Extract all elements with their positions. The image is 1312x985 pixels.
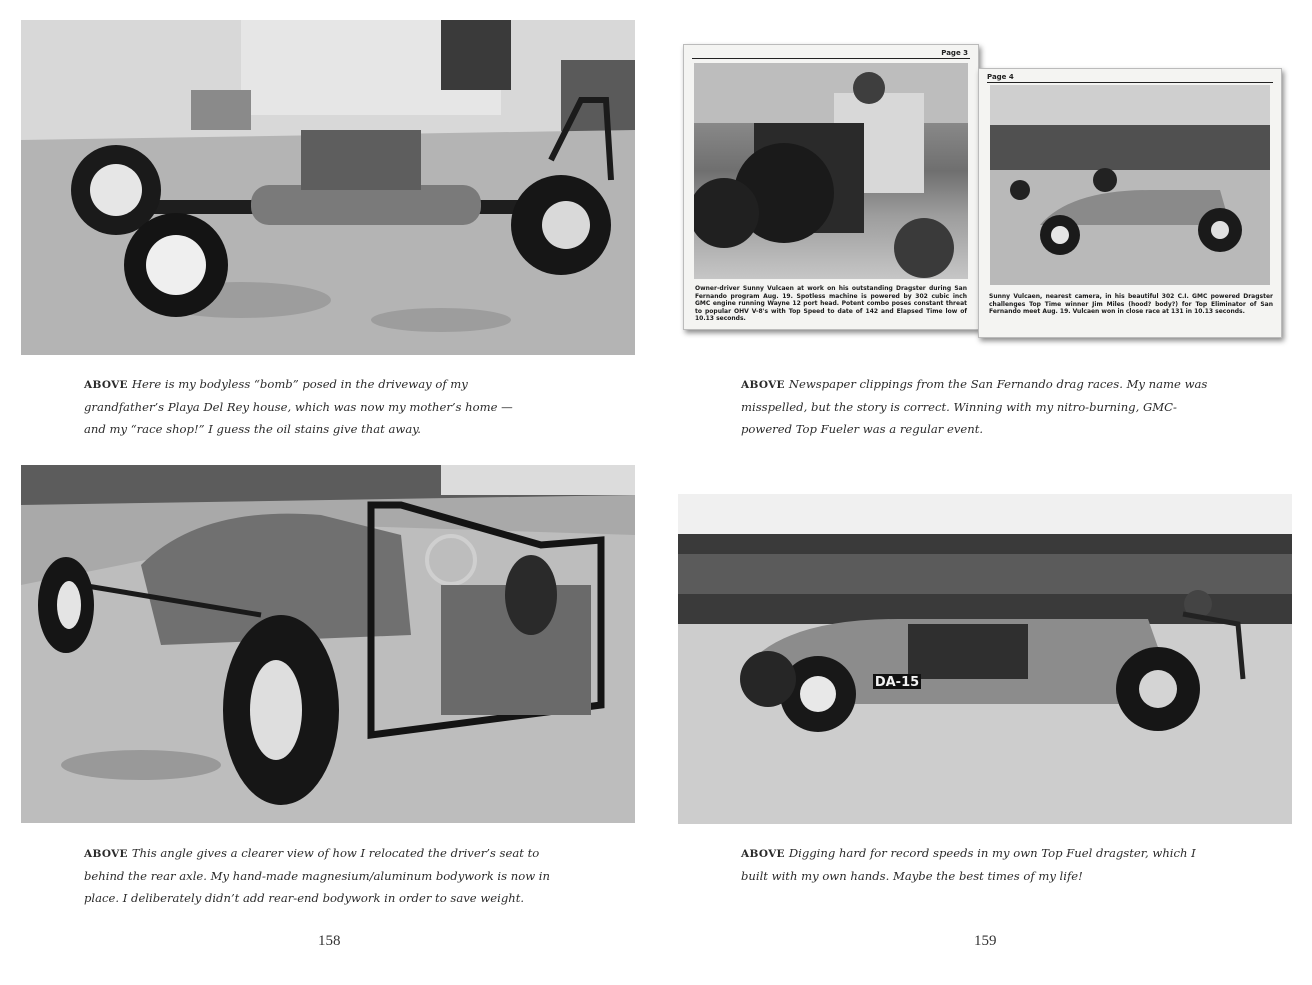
caption-text: Here is my bodyless “bomb” posed in the driveway of my grandfather’s Playa Del Rey house, which was now my mother’s home — and my “race shop!” I guess the oil stains give that away. <box>84 377 513 436</box>
caption-text: Digging hard for record speeds in my own Top Fuel dragster, which I built with my own hands. Maybe the best times of my life! <box>741 846 1196 883</box>
clipping-header <box>692 49 970 59</box>
right-page <box>656 0 1312 985</box>
photo-dragster-racing <box>678 494 1292 824</box>
clipping-header <box>987 73 1273 83</box>
clipping-photo-race <box>990 85 1270 285</box>
car-number-plate: DA-15 <box>874 675 920 690</box>
clipping-photo-mechanic <box>694 63 968 279</box>
page-number-right: 159 <box>974 933 997 949</box>
photo-dragster-bodywork <box>21 465 635 823</box>
caption-text: This angle gives a clearer view of how I relocated the driver’s seat to behind the rear axle. My hand-made magnesium/aluminum bodywork is now in place. I deliberately didn’t add rear-end bodywork in order to save weight. <box>84 846 550 905</box>
clipping-caption: Sunny Vulcaen, nearest camera, in his beautiful 302 C.I. GMC powered Dragster challenges Top Time winner Jim Miles (hood? body?) for Top Eliminator of San Fernando meet Aug. 19. Vulcaen won in close race at 131 in 10.13 seconds. <box>989 293 1273 316</box>
clipping-page-label: Page 4 <box>987 73 1014 81</box>
caption-dragster-racing <box>741 842 1211 887</box>
photo-bodyless-chassis <box>21 20 635 355</box>
newspaper-clipping-page-4 <box>978 68 1282 338</box>
caption-newspaper-clippings <box>741 373 1211 440</box>
caption-lead: ABOVE <box>741 848 785 860</box>
caption-lead: ABOVE <box>84 379 128 391</box>
caption-dragster-bodywork <box>84 842 558 909</box>
caption-text: Newspaper clippings from the San Fernando drag races. My name was misspelled, but the story is correct. Winning with my nitro-burning, GMC-powered Top Fueler was a regular event. <box>741 377 1208 436</box>
clipping-caption: Owner-driver Sunny Vulcaen at work on his outstanding Dragster during San Fernando program Aug. 19. Spotless machine is powered by 302 cubic inch GMC engine running Wayne 12 port head. Potent combo poses constant threat to popular OHV V-8's with Top Speed to date of 142 and Elapsed Time low of 10.13 seconds. <box>695 285 967 323</box>
page-number-left: 158 <box>318 933 341 949</box>
clipping-page-label: Page 3 <box>941 49 968 57</box>
newspaper-clipping-page-3 <box>683 44 979 330</box>
caption-lead: ABOVE <box>741 379 785 391</box>
caption-lead: ABOVE <box>84 848 128 860</box>
caption-bodyless-chassis <box>84 373 534 440</box>
